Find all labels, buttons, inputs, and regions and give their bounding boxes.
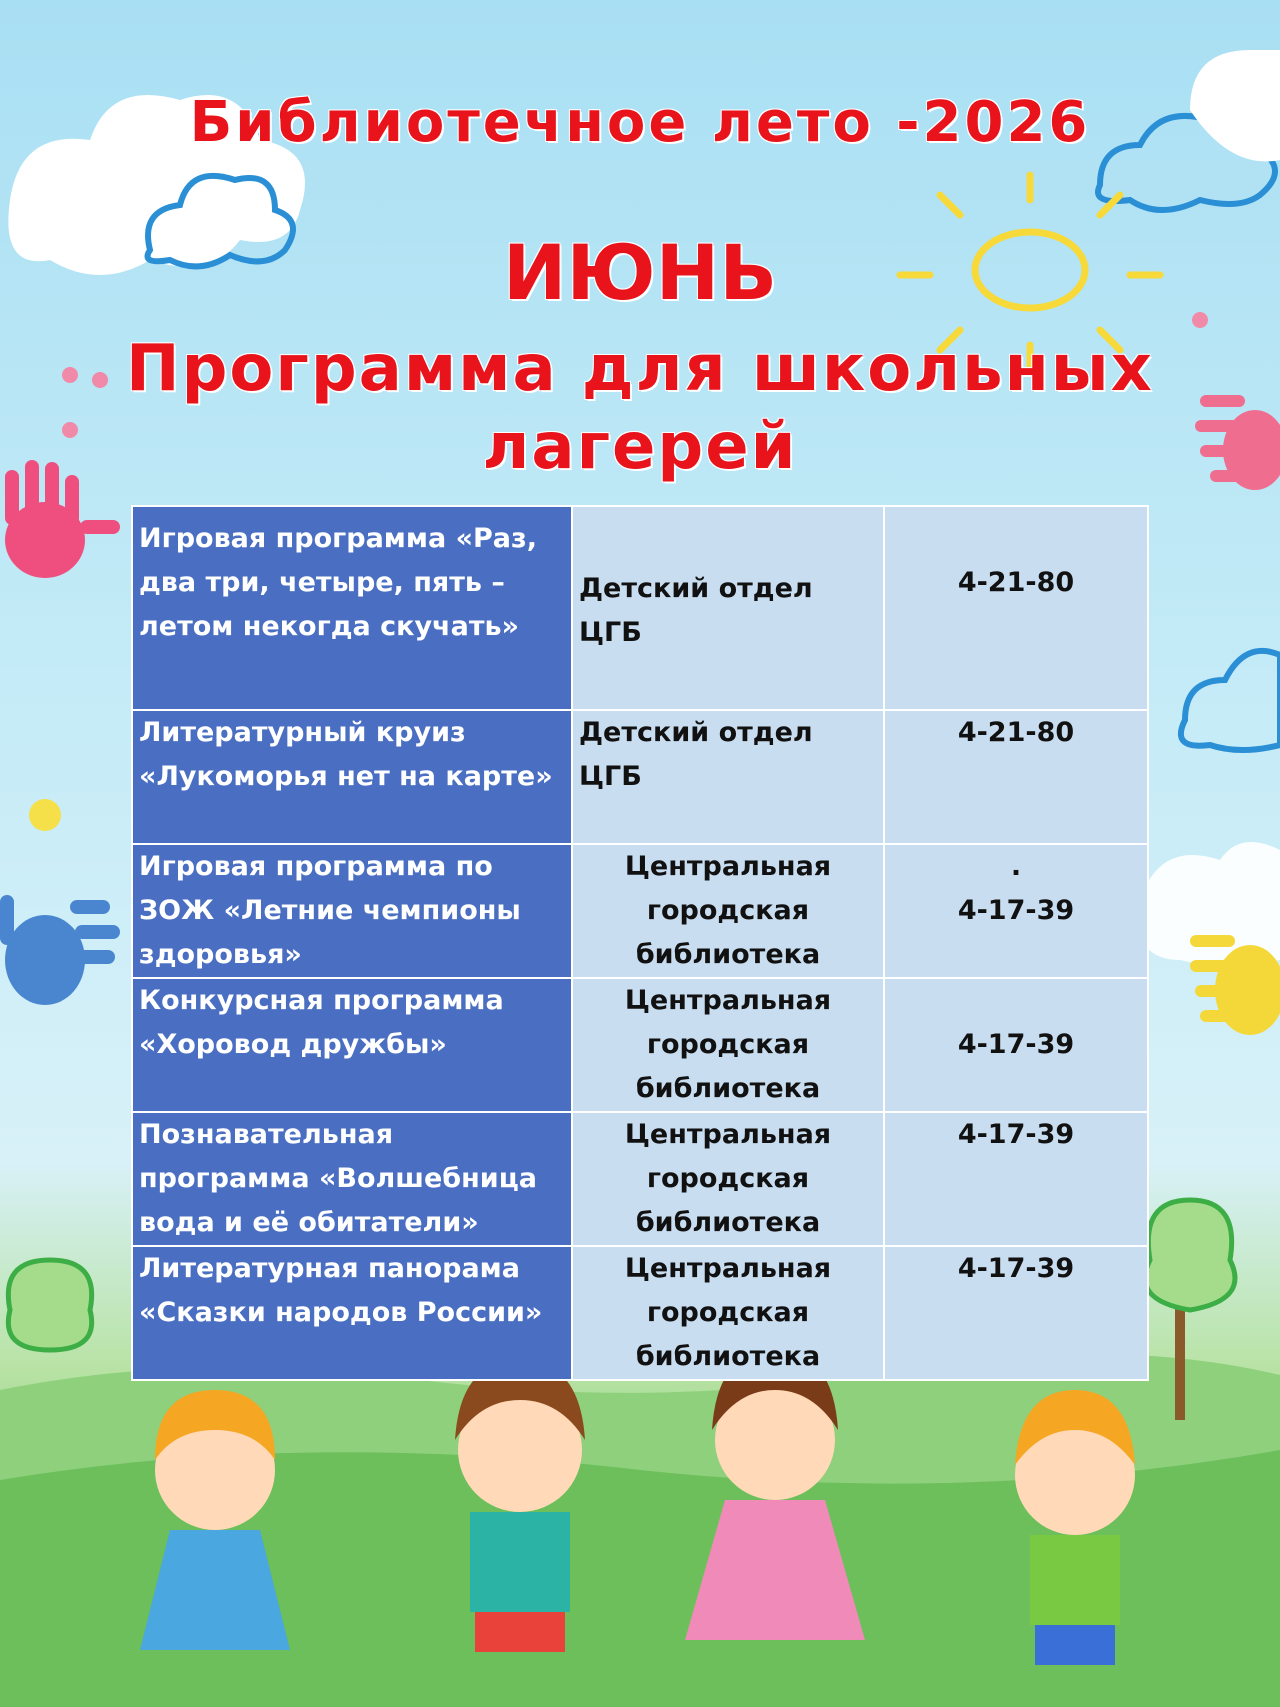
place-cell: Центральная городская библиотека [572, 1112, 884, 1246]
phone-cell: 4-21-80 [884, 710, 1148, 844]
phone-cell: 4-17-39 [884, 1112, 1148, 1246]
subtitle-line-1: Программа для школьных [126, 332, 1154, 406]
place-cell: Центральная городская библиотека [572, 978, 884, 1112]
place-cell: Центральная городская библиотека [572, 844, 884, 978]
tree-icon [8, 1260, 91, 1350]
event-cell: Литературный круиз «Лукоморья нет на карте» [132, 710, 572, 844]
event-cell: Конкурсная программа «Хоровод дружбы» [132, 978, 572, 1112]
place-cell: Центральная городская библиотека [572, 1246, 884, 1380]
month-title: ИЮНЬ [502, 228, 778, 317]
event-cell: Литературная панорама «Сказки народов России» [132, 1246, 572, 1380]
table-row [132, 844, 1148, 978]
dot-decoration [29, 799, 61, 831]
page-title: Библиотечное лето -2026 [189, 90, 1091, 155]
table-row [132, 506, 1148, 710]
subtitle-line-2: лагерей [482, 410, 798, 484]
phone-cell: 4-21-80 [884, 506, 1148, 710]
cloud-outline-icon [1181, 651, 1280, 750]
place-cell: Детский отдел ЦГБ [572, 710, 884, 844]
event-cell: Игровая программа по ЗОЖ «Летние чемпионы здоровья» [132, 844, 572, 978]
table-row [132, 710, 1148, 844]
phone-cell: 4-17-39 [884, 978, 1148, 1112]
table-row [132, 1112, 1148, 1246]
event-cell: Познавательная программа «Волшебница вода и её обитатели» [132, 1112, 572, 1246]
phone-mark: . [1010, 851, 1022, 882]
event-cell: Игровая программа «Раз, два три, четыре, пять – летом некогда скучать» [132, 506, 572, 710]
phone-number: 4-17-39 [957, 895, 1075, 926]
schedule-table [131, 505, 1149, 1381]
table-row [132, 1246, 1148, 1380]
table-row [132, 978, 1148, 1112]
phone-cell [884, 844, 1148, 978]
phone-cell: 4-17-39 [884, 1246, 1148, 1380]
place-cell: Детский отдел ЦГБ [572, 506, 884, 710]
blue-handprint-icon [0, 895, 120, 1005]
